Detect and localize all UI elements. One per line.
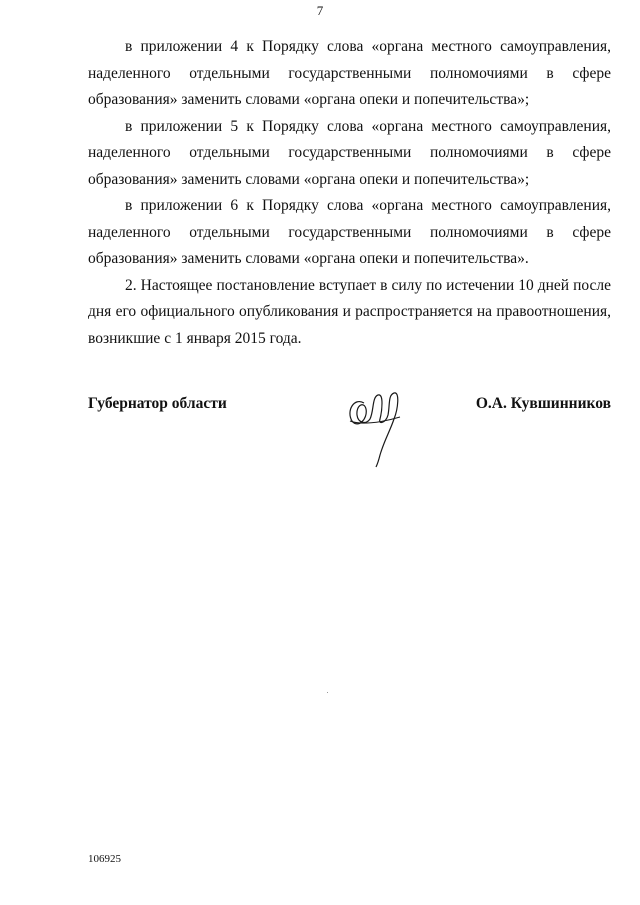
- paragraph-appendix-4: в приложении 4 к Порядку слова «органа местного самоуправления, наделенного отдельными государственными полномочиями в сфере образования» заменить словами «органа опеки и попечительства»;: [88, 38, 611, 108]
- paragraph-appendix-5: в приложении 5 к Порядку слова «органа местного самоуправления, наделенного отдельными государственными полномочиями в сфере образования» заменить словами «органа опеки и попечительства»;: [88, 117, 611, 188]
- scan-speck: [327, 692, 328, 693]
- paragraph-effective-date: 2. Настоящее постановление вступает в силу по истечении 10 дней после дня его официального опубликования и распространяется на правоотношения, возникшие с 1 января 2015 года.: [88, 276, 611, 347]
- document-body: [88, 34, 611, 352]
- signatory-title: Губернатор области: [88, 395, 227, 412]
- signatory-name: О.А. Кувшинников: [475, 395, 611, 412]
- page-number: 7: [316, 3, 324, 18]
- paragraph-appendix-6: в приложении 6 к Порядку слова «органа местного самоуправления, наделенного отдельными государственными полномочиями в сфере образования» заменить словами «органа опеки и попечительства».: [88, 197, 611, 267]
- handwritten-signature: [340, 375, 410, 470]
- document-code: 106925: [88, 853, 121, 865]
